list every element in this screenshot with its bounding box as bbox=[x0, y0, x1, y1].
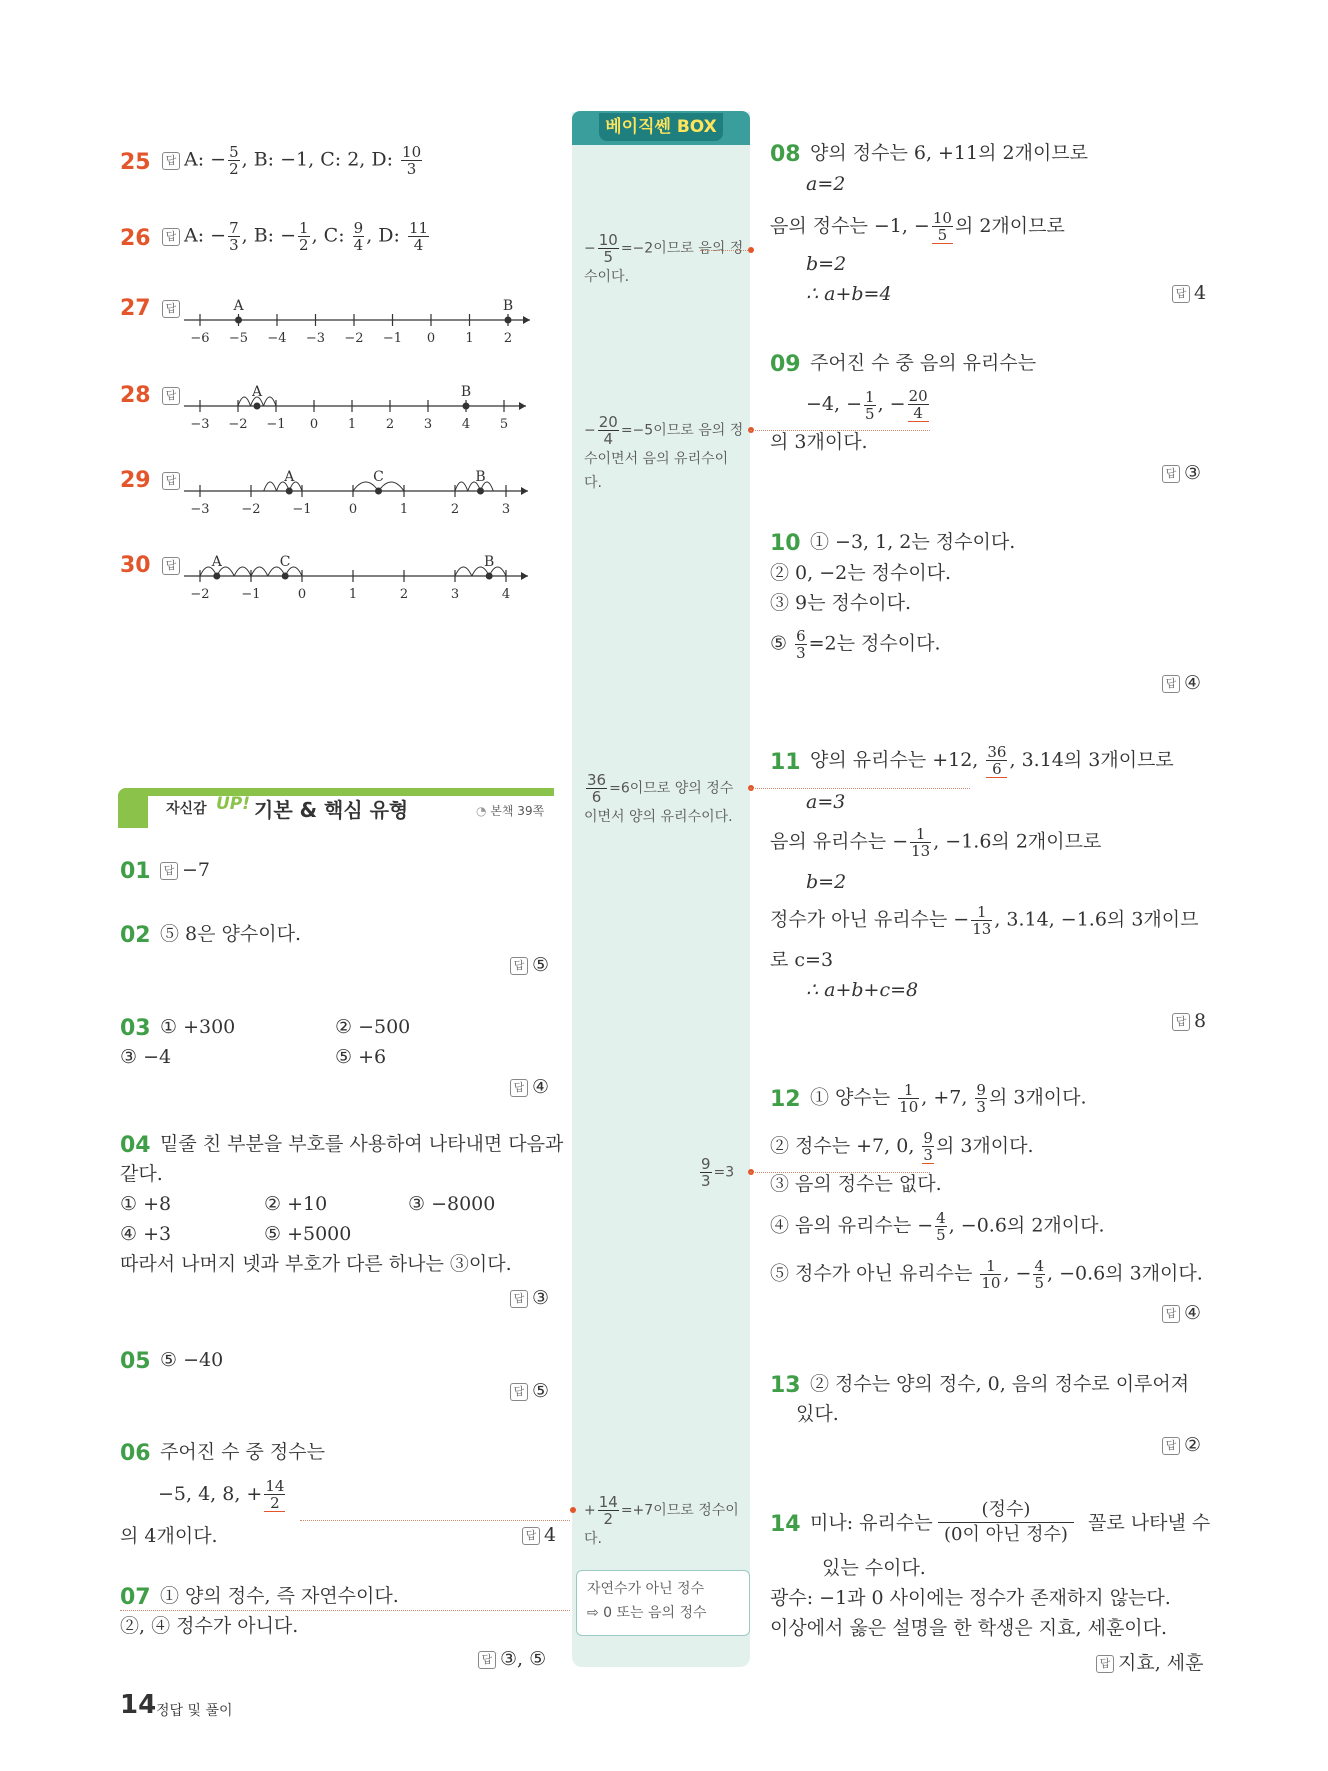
solution-q07-line2: ②, ④ 정수가 아니다. bbox=[120, 1615, 299, 1637]
solution-q14-line1b: 꼴로 나타낼 수 bbox=[1088, 1512, 1211, 1534]
number-line-point bbox=[254, 403, 261, 410]
number-line-tick-label: 0 bbox=[309, 417, 319, 430]
number-line-point-label: B bbox=[475, 469, 486, 485]
solution-q06-line1: 주어진 수 중 정수는 bbox=[160, 1441, 325, 1463]
number-line-point bbox=[477, 488, 484, 495]
answer-mark-icon: 답 bbox=[510, 1079, 528, 1097]
solution-q12-line5: ⑤ 정수가 아닌 유리수는 $\frac{1}{10}$ , − $\frac{4}{5}$ , −0.6의 3개이다. bbox=[770, 1257, 1203, 1292]
number-line-arc bbox=[251, 567, 268, 576]
number-line-point-label: B bbox=[460, 384, 472, 400]
number-line-arrow bbox=[523, 316, 530, 324]
question-number: 14 bbox=[770, 1512, 801, 1537]
answer-q07: 답 ③, ⑤ bbox=[478, 1648, 546, 1670]
answer-mark-icon: 답 bbox=[510, 1290, 528, 1308]
box-note-4: $\frac{9}{3}$ =3 bbox=[701, 1155, 735, 1190]
question-number: 13 bbox=[770, 1373, 801, 1398]
number-line-tick-label: 2 bbox=[503, 331, 513, 344]
number-line-tick-label: 5 bbox=[499, 417, 509, 430]
section-header bbox=[118, 788, 554, 828]
question-number: 30 bbox=[120, 553, 151, 578]
section-title: 기본 & 핵심 유형 bbox=[254, 798, 409, 822]
solution-q04-line2: 같다. bbox=[120, 1163, 163, 1185]
number-line-point bbox=[286, 488, 293, 495]
number-line-arc bbox=[455, 482, 468, 491]
number-line-tick-label: 1 bbox=[399, 502, 409, 515]
solution-q09-line2: −4, − $\frac{1}{5}$ , − $\frac{20}{4}$ bbox=[806, 387, 928, 423]
number-line-tick-label: 3 bbox=[423, 417, 433, 430]
connector-line bbox=[700, 250, 748, 251]
solution-q03-a: ① +300 bbox=[160, 1016, 236, 1038]
question-number: 11 bbox=[770, 750, 801, 775]
answer-mark-icon: 답 bbox=[1096, 1655, 1114, 1673]
solution-q11-line2: a=3 bbox=[806, 791, 846, 813]
number-line-tick-label: 0 bbox=[426, 331, 436, 344]
number-line-point-label: C bbox=[279, 554, 291, 570]
answer-q12: 답 ④ bbox=[1162, 1302, 1201, 1324]
number-line-point-label: B bbox=[502, 298, 514, 314]
number-line-tick-label: −5 bbox=[228, 331, 249, 344]
solution-q14-line2: 있는 수이다. bbox=[822, 1557, 926, 1579]
number-line-point-label: A bbox=[251, 384, 263, 400]
question-number: 10 bbox=[770, 531, 801, 556]
answer-mark-icon: 답 bbox=[162, 472, 180, 490]
number-line-tick-label: 2 bbox=[399, 587, 409, 600]
solution-q13-line2: 있다. bbox=[796, 1403, 839, 1425]
solution-q08-line1: 양의 정수는 6, +11의 2개이므로 bbox=[810, 142, 1089, 164]
number-line-point bbox=[486, 573, 493, 580]
number-line-arc bbox=[234, 567, 251, 576]
number-line-q27 bbox=[180, 294, 540, 344]
number-line-tick-label: 4 bbox=[461, 417, 471, 430]
number-line-tick-label: −3 bbox=[305, 331, 326, 344]
answer-mark-icon: 답 bbox=[478, 1651, 496, 1669]
solution-q07-line1: ① 양의 정수, 즉 자연수이다. bbox=[160, 1585, 399, 1607]
answer-mark-icon: 답 bbox=[510, 1383, 528, 1401]
connector-line bbox=[300, 1520, 570, 1521]
answer-mark-icon: 답 bbox=[1162, 465, 1180, 483]
number-line-tick-label: −1 bbox=[266, 417, 286, 430]
number-line-q29 bbox=[180, 465, 540, 515]
answer-mark-icon: 답 bbox=[522, 1527, 540, 1545]
tip-box bbox=[576, 1570, 750, 1636]
solution-q11-line3: 음의 유리수는 − $\frac{1}{13}$ , −1.6의 2개이므로 bbox=[770, 825, 1102, 860]
solution-q12-line1: ① 양수는 $\frac{1}{10}$ , +7, $\frac{9}{3}$ 의 3개이다. bbox=[810, 1081, 1087, 1116]
question-number: 02 bbox=[120, 923, 151, 948]
answer-q25: 답 A: − $\frac{5}{2}$ , B: −1, C: 2, D: $\frac{10}{3}$ bbox=[162, 144, 424, 177]
number-line-point-label: A bbox=[284, 469, 295, 485]
tip-line-1: 자연수가 아닌 정수 bbox=[587, 1581, 705, 1597]
page-ref-icon: ◔ bbox=[476, 804, 487, 818]
question-number: 12 bbox=[770, 1087, 801, 1112]
answer-q02: 답 ⑤ bbox=[510, 954, 549, 976]
solution-q04-line1: 밑줄 친 부분을 부호를 사용하여 나타내면 다음과 bbox=[160, 1133, 564, 1155]
answer-mark-icon: 답 bbox=[1172, 1013, 1190, 1031]
connector-line bbox=[750, 788, 970, 789]
question-number: 06 bbox=[120, 1441, 151, 1466]
answer-q09: 답 ③ bbox=[1162, 462, 1201, 484]
solution-q04-d: ④ +3 bbox=[120, 1223, 172, 1245]
number-line-tick-label: 2 bbox=[450, 502, 460, 515]
solution-q12-line3: ③ 음의 정수는 없다. bbox=[770, 1173, 942, 1195]
number-line-tick-label: 1 bbox=[347, 417, 357, 430]
solution-q14-fraction: (정수) (0이 아닌 정수) bbox=[938, 1498, 1074, 1547]
solution-q04-a: ① +8 bbox=[120, 1193, 172, 1215]
answer-mark-icon: 답 bbox=[1172, 285, 1190, 303]
number-line-point bbox=[235, 317, 242, 324]
number-line-tick-label: −1 bbox=[241, 587, 261, 600]
question-number: 08 bbox=[770, 142, 801, 167]
solution-q08-line4: b=2 bbox=[806, 253, 847, 275]
page-number: 14 bbox=[120, 1690, 157, 1720]
solution-q10-line1: ① −3, 1, 2는 정수이다. bbox=[810, 531, 1016, 553]
number-line-point-label: C bbox=[373, 469, 384, 485]
solution-q11-line7: ∴ a+b+c=8 bbox=[806, 979, 919, 1001]
solution-q08-line5: ∴ a+b=4 bbox=[806, 283, 892, 305]
number-line-tick-label: 2 bbox=[385, 417, 395, 430]
answer-q10: 답 ④ bbox=[1162, 672, 1201, 694]
answer-mark-icon: 답 bbox=[162, 387, 180, 405]
number-line-tick-label: 1 bbox=[348, 587, 358, 600]
section-page-ref: ◔ 본책 39쪽 bbox=[476, 804, 545, 818]
answer-q01: 답 −7 bbox=[160, 858, 210, 882]
number-line-tick-label: −6 bbox=[190, 331, 210, 344]
box-note-2: − $\frac{20}{4}$ =−5이므로 음의 정수이면서 음의 유리수이다. bbox=[584, 413, 744, 491]
number-line-tick-label: −2 bbox=[344, 331, 364, 344]
solution-q03-c: ③ −4 bbox=[120, 1046, 172, 1068]
solution-q08-line2: a=2 bbox=[806, 173, 846, 195]
question-number: 27 bbox=[120, 296, 151, 321]
solution-q10-line4: ⑤ $\frac{6}{3}$ =2는 정수이다. bbox=[770, 627, 941, 662]
solution-q11-line4: b=2 bbox=[806, 871, 847, 893]
solution-q11-line5: 정수가 아닌 유리수는 − $\frac{1}{13}$ , 3.14, −1.6의 3개이므 bbox=[770, 903, 1199, 938]
number-line-tick-label: 1 bbox=[465, 331, 474, 344]
number-line-arc bbox=[264, 482, 277, 491]
connector-line bbox=[120, 1610, 570, 1611]
footer-label: 정답 및 풀이 bbox=[156, 1703, 233, 1719]
number-line-arrow bbox=[521, 487, 528, 495]
question-number: 03 bbox=[120, 1016, 151, 1041]
answer-q13: 답 ② bbox=[1162, 1434, 1201, 1456]
box-note-5: + $\frac{14}{2}$ =+7이므로 정수이다. bbox=[584, 1493, 739, 1547]
box-note-1: − $\frac{10}{5}$ =−2이므로 음의 정수이다. bbox=[584, 231, 744, 285]
solution-q06-line2: −5, 4, 8, + $\frac{14}{2}$ bbox=[158, 1477, 285, 1512]
section-prefix: 자신감 bbox=[166, 801, 207, 817]
solution-q13-line1: ② 정수는 양의 정수, 0, 음의 정수로 이루어져 bbox=[810, 1373, 1190, 1395]
solution-q11-line6: 로 c=3 bbox=[770, 949, 834, 971]
answer-q03: 답 ④ bbox=[510, 1076, 549, 1098]
answer-mark-icon: 답 bbox=[162, 557, 180, 575]
number-line-tick-label: −2 bbox=[228, 417, 248, 430]
solution-q03-b: ② −500 bbox=[335, 1016, 411, 1038]
solution-q03-d: ⑤ +6 bbox=[335, 1046, 387, 1068]
answer-mark-icon: 답 bbox=[510, 957, 528, 975]
solution-q12-line2: ② 정수는 +7, 0, $\frac{9}{3}$ 의 3개이다. bbox=[770, 1129, 1034, 1164]
answer-mark-icon: 답 bbox=[162, 228, 180, 246]
question-number: 01 bbox=[120, 859, 151, 884]
solution-q06-line3: 의 4개이다. bbox=[120, 1525, 218, 1547]
solution-q04-c: ③ −8000 bbox=[408, 1193, 496, 1215]
solution-q04-line3: 따라서 나머지 넷과 부호가 다른 하나는 ③이다. bbox=[120, 1253, 512, 1275]
box-note-3: $\frac{36}{6}$ =6이므로 양의 정수이면서 양의 유리수이다. bbox=[584, 771, 734, 825]
number-line-tick-label: −4 bbox=[267, 331, 287, 344]
number-line-tick-label: 4 bbox=[501, 587, 511, 600]
answer-mark-icon: 답 bbox=[1162, 1437, 1180, 1455]
number-line-tick-label: −3 bbox=[190, 502, 210, 515]
answer-q14: 답 지효, 세훈 bbox=[1096, 1648, 1204, 1675]
answer-mark-icon: 답 bbox=[162, 152, 180, 170]
question-number: 29 bbox=[120, 468, 151, 493]
number-line-arrow bbox=[519, 402, 526, 410]
number-line-tick-label: −2 bbox=[190, 587, 210, 600]
number-line-point bbox=[375, 488, 382, 495]
number-line-point-label: A bbox=[211, 554, 222, 570]
number-line-tick-label: −1 bbox=[292, 502, 312, 515]
number-line-point-label: B bbox=[484, 554, 495, 570]
solution-q14-line1a: 미나: 유리수는 bbox=[810, 1512, 933, 1534]
answer-mark-icon: 답 bbox=[1162, 675, 1180, 693]
question-number: 05 bbox=[120, 1349, 151, 1374]
solution-q10-line3: ③ 9는 정수이다. bbox=[770, 592, 911, 614]
solution-q02: ⑤ 8은 양수이다. bbox=[160, 923, 301, 945]
solution-q08-line3: 음의 정수는 −1, − $\frac{10}{5}$ 의 2개이므로 bbox=[770, 209, 1065, 244]
note-connector-dot bbox=[748, 247, 754, 253]
answer-mark-icon: 답 bbox=[162, 300, 180, 318]
question-number: 09 bbox=[770, 352, 801, 377]
answer-q05: 답 ⑤ bbox=[510, 1380, 549, 1402]
basic-box-column bbox=[572, 112, 750, 1667]
number-line-tick-label: 3 bbox=[450, 587, 460, 600]
solution-q14-line4: 이상에서 옳은 설명을 한 학생은 지효, 세훈이다. bbox=[770, 1617, 1168, 1639]
answer-q04: 답 ③ bbox=[510, 1287, 549, 1309]
note-connector-dot bbox=[570, 1507, 576, 1513]
solution-q04-b: ② +10 bbox=[264, 1193, 328, 1215]
question-number: 26 bbox=[120, 226, 151, 251]
solution-q05: ⑤ −40 bbox=[160, 1349, 224, 1371]
number-line-tick-label: 3 bbox=[501, 502, 511, 515]
number-line-arrow bbox=[521, 572, 528, 580]
number-line-point-label: A bbox=[233, 298, 244, 314]
solution-q12-line4: ④ 음의 유리수는 − $\frac{4}{5}$ , −0.6의 2개이다. bbox=[770, 1209, 1105, 1244]
tip-line-2: ⇨ 0 또는 음의 정수 bbox=[587, 1605, 707, 1621]
answer-q06: 답 4 bbox=[522, 1524, 556, 1546]
answer-q11: 답 8 bbox=[1172, 1010, 1206, 1032]
solution-q11-line1: 양의 유리수는 +12, $\frac{36}{6}$ , 3.14의 3개이므로 bbox=[810, 743, 1174, 778]
number-line-arc bbox=[263, 397, 276, 406]
section-up: UP! bbox=[216, 794, 251, 814]
number-line-point bbox=[505, 317, 512, 324]
number-line-tick-label: −1 bbox=[382, 331, 403, 344]
answer-mark-icon: 답 bbox=[160, 862, 178, 880]
number-line-q30 bbox=[180, 550, 540, 600]
number-line-arc bbox=[455, 567, 472, 576]
solution-q09-line3: 의 3개이다. bbox=[770, 431, 868, 453]
number-line-tick-label: 0 bbox=[297, 587, 307, 600]
answer-q08: 답 4 bbox=[1172, 282, 1206, 304]
number-line-tick-label: −2 bbox=[241, 502, 261, 515]
number-line-tick-label: −3 bbox=[190, 417, 210, 430]
basic-box-title: 베이직쎈 BOX bbox=[599, 113, 723, 141]
answer-q26: 답 A: − $\frac{7}{3}$ , B: − $\frac{1}{2}$ , C: $\frac{9}{4}$ , D: $\frac{11}{4}$ bbox=[162, 220, 431, 253]
question-number: 25 bbox=[120, 150, 151, 175]
number-line-point bbox=[282, 573, 289, 580]
solution-q10-line2: ② 0, −2는 정수이다. bbox=[770, 562, 952, 584]
number-line-point bbox=[213, 573, 220, 580]
solution-q04-e: ⑤ +5000 bbox=[264, 1223, 352, 1245]
number-line-tick-label: 0 bbox=[348, 502, 358, 515]
solution-q09-line1: 주어진 수 중 음의 유리수는 bbox=[810, 352, 1037, 374]
question-number: 28 bbox=[120, 383, 151, 408]
solution-q14-line3: 광수: −1과 0 사이에는 정수가 존재하지 않는다. bbox=[770, 1587, 1171, 1609]
number-line-arc bbox=[238, 397, 251, 406]
number-line-point bbox=[463, 403, 470, 410]
question-number: 07 bbox=[120, 1585, 151, 1610]
answer-mark-icon: 답 bbox=[1162, 1305, 1180, 1323]
number-line-q28 bbox=[180, 380, 540, 430]
question-number: 04 bbox=[120, 1133, 151, 1158]
